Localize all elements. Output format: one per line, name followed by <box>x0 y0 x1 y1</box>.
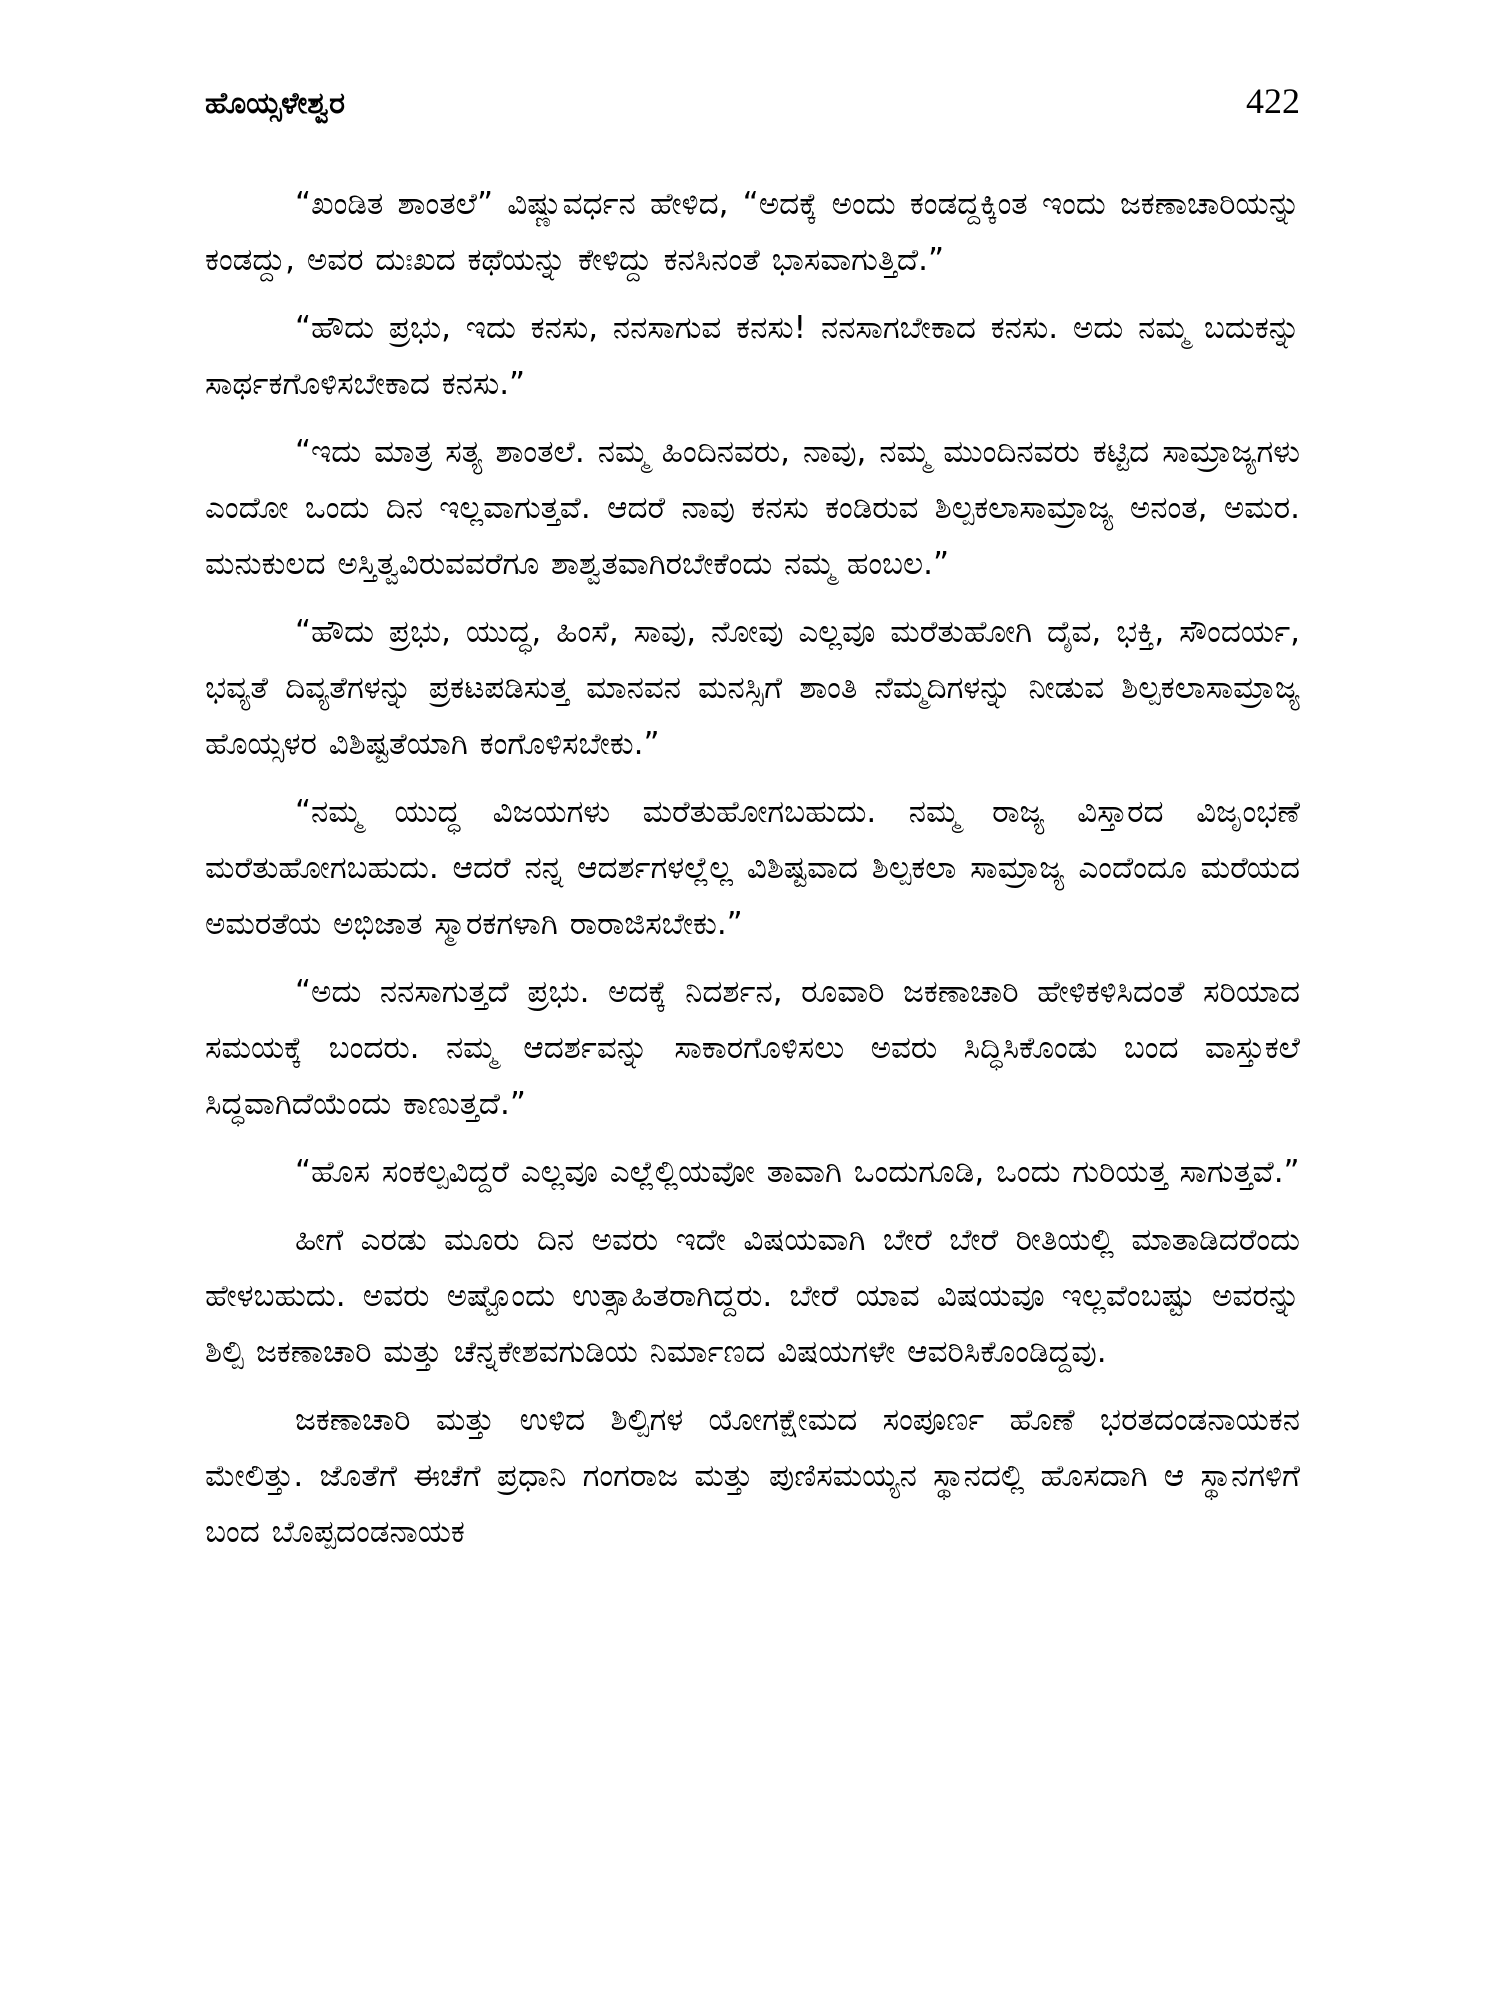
running-title: ಹೊಯ್ಸಳೇಶ್ವರ <box>205 86 345 121</box>
paragraph: ಜಕಣಾಚಾರಿ ಮತ್ತು ಉಳಿದ ಶಿಲ್ಪಿಗಳ ಯೋಗಕ್ಷೇಮದ ಸಂಪೂರ್ಣ ಹೊಣೆ ಭರತದಂಡನಾಯಕನ ಮೇಲಿತ್ತು. ಜೊತೆಗೆ ಈಚೆಗೆ ಪ್ರಧಾನಿ ಗಂಗರಾಜ ಮತ್ತು ಪುಣಿಸಮಯ್ಯನ ಸ್ಥಾನದಲ್ಲಿ ಹೊಸದಾಗಿ ಆ ಸ್ಥಾನಗಳಿಗೆ ಬಂದ ಬೊಪ್ಪದಂಡನಾಯಕ <box>205 1402 1300 1550</box>
book-page <box>205 80 1300 1572</box>
page-body <box>205 176 1300 1560</box>
paragraph: “ನಮ್ಮ ಯುದ್ಧ ವಿಜಯಗಳು ಮರೆತುಹೋಗಬಹುದು. ನಮ್ಮ ರಾಜ್ಯ ವಿಸ್ತಾರದ ವಿಜೃಂಭಣೆ ಮರೆತುಹೋಗಬಹುದು. ಆದರೆ ನನ್ನ ಆದರ್ಶಗಳಲ್ಲೆಲ್ಲ ವಿಶಿಷ್ಟವಾದ ಶಿಲ್ಪಕಲಾ ಸಾಮ್ರಾಜ್ಯ ಎಂದೆಂದೂ ಮರೆಯದ ಅಮರತೆಯ ಅಭಿಜಾತ ಸ್ಮಾರಕಗಳಾಗಿ ರಾರಾಜಿಸಬೇಕು.” <box>205 794 1300 942</box>
paragraph: “ಹೌದು ಪ್ರಭು, ಯುದ್ಧ, ಹಿಂಸೆ, ಸಾವು, ನೋವು ಎಲ್ಲವೂ ಮರೆತುಹೋಗಿ ದೈವ, ಭಕ್ತಿ, ಸೌಂದರ್ಯ, ಭವ್ಯತೆ ದಿವ್ಯತೆಗಳನ್ನು ಪ್ರಕಟಪಡಿಸುತ್ತ ಮಾನವನ ಮನಸ್ಸಿಗೆ ಶಾಂತಿ ನೆಮ್ಮದಿಗಳನ್ನು ನೀಡುವ ಶಿಲ್ಪಕಲಾಸಾಮ್ರಾಜ್ಯ ಹೊಯ್ಸಳರ ವಿಶಿಷ್ಟತೆಯಾಗಿ ಕಂಗೊಳಿಸಬೇಕು.” <box>205 614 1300 762</box>
page-number: 422 <box>1246 81 1300 121</box>
paragraph: “ಅದು ನನಸಾಗುತ್ತದೆ ಪ್ರಭು. ಅದಕ್ಕೆ ನಿದರ್ಶನ, ರೂವಾರಿ ಜಕಣಾಚಾರಿ ಹೇಳಿಕಳಿಸಿದಂತೆ ಸರಿಯಾದ ಸಮಯಕ್ಕೆ ಬಂದರು. ನಮ್ಮ ಆದರ್ಶವನ್ನು ಸಾಕಾರಗೊಳಿಸಲು ಅವರು ಸಿದ್ಧಿಸಿಕೊಂಡು ಬಂದ ವಾಸ್ತುಕಲೆ ಸಿದ್ಧವಾಗಿದೆಯೆಂದು ಕಾಣುತ್ತದೆ.” <box>205 974 1300 1122</box>
paragraph: “ಖಂಡಿತ ಶಾಂತಲೆ” ವಿಷ್ಣುವರ್ಧನ ಹೇಳಿದ, “ಅದಕ್ಕೆ ಅಂದು ಕಂಡದ್ದಕ್ಕಿಂತ ಇಂದು ಜಕಣಾಚಾರಿಯನ್ನು ಕಂಡದ್ದು, ಅವರ ದುಃಖದ ಕಥೆಯನ್ನು ಕೇಳಿದ್ದು ಕನಸಿನಂತೆ ಭಾಸವಾಗುತ್ತಿದೆ.” <box>205 186 1300 278</box>
page-header <box>205 80 1300 140</box>
paragraph: ಹೀಗೆ ಎರಡು ಮೂರು ದಿನ ಅವರು ಇದೇ ವಿಷಯವಾಗಿ ಬೇರೆ ಬೇರೆ ರೀತಿಯಲ್ಲಿ ಮಾತಾಡಿದರೆಂದು ಹೇಳಬಹುದು. ಅವರು ಅಷ್ಟೊಂದು ಉತ್ಸಾಹಿತರಾಗಿದ್ದರು. ಬೇರೆ ಯಾವ ವಿಷಯವೂ ಇಲ್ಲವೆಂಬಷ್ಟು ಅವರನ್ನು ಶಿಲ್ಪಿ ಜಕಣಾಚಾರಿ ಮತ್ತು ಚೆನ್ನಕೇಶವಗುಡಿಯ ನಿರ್ಮಾಣದ ವಿಷಯಗಳೇ ಆವರಿಸಿಕೊಂಡಿದ್ದವು. <box>205 1222 1300 1370</box>
paragraph: “ಹೊಸ ಸಂಕಲ್ಪವಿದ್ದರೆ ಎಲ್ಲವೂ ಎಲ್ಲೆಲ್ಲಿಯವೋ ತಾವಾಗಿ ಒಂದುಗೂಡಿ, ಒಂದು ಗುರಿಯತ್ತ ಸಾಗುತ್ತವೆ.” <box>295 1154 1300 1190</box>
paragraph: “ಹೌದು ಪ್ರಭು, ಇದು ಕನಸು, ನನಸಾಗುವ ಕನಸು! ನನಸಾಗಬೇಕಾದ ಕನಸು. ಅದು ನಮ್ಮ ಬದುಕನ್ನು ಸಾರ್ಥಕಗೊಳಿಸಬೇಕಾದ ಕನಸು.” <box>205 310 1300 402</box>
paragraph: “ಇದು ಮಾತ್ರ ಸತ್ಯ ಶಾಂತಲೆ. ನಮ್ಮ ಹಿಂದಿನವರು, ನಾವು, ನಮ್ಮ ಮುಂದಿನವರು ಕಟ್ಟಿದ ಸಾಮ್ರಾಜ್ಯಗಳು ಎಂದೋ ಒಂದು ದಿನ ಇಲ್ಲವಾಗುತ್ತವೆ. ಆದರೆ ನಾವು ಕನಸು ಕಂಡಿರುವ ಶಿಲ್ಪಕಲಾಸಾಮ್ರಾಜ್ಯ ಅನಂತ, ಅಮರ. ಮನುಕುಲದ ಅಸ್ತಿತ್ವವಿರುವವರೆಗೂ ಶಾಶ್ವತವಾಗಿರಬೇಕೆಂದು ನಮ್ಮ ಹಂಬಲ.” <box>205 434 1300 582</box>
